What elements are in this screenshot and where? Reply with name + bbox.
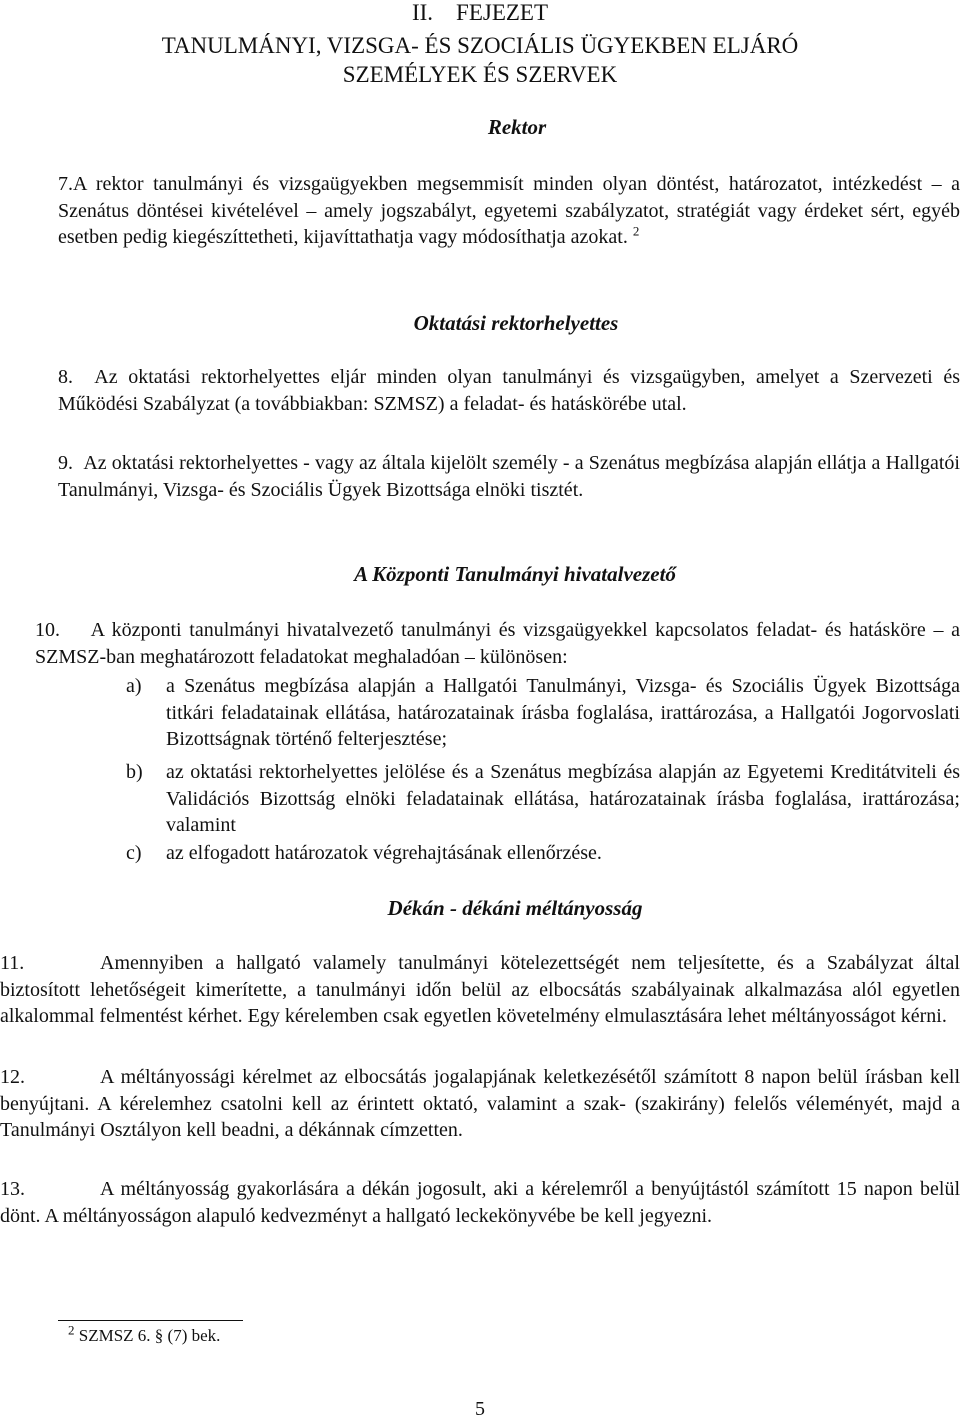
section-title-oktatasi: Oktatási rektorhelyettes <box>413 311 619 335</box>
list-item-a <box>126 673 960 753</box>
paragraph-number: 12. <box>0 1066 25 1088</box>
paragraph-number: 7. <box>58 173 73 195</box>
paragraph-9 <box>58 450 960 503</box>
list-item-text: az elfogadott határozatok végrehajtásának ellenőrzése. <box>166 842 602 864</box>
list-item-c <box>126 840 960 867</box>
chapter-title-line1: TANULMÁNYI, VIZSGA- ÉS SZOCIÁLIS ÜGYEKBEN ELJÁRÓ <box>161 33 799 58</box>
paragraph-10 <box>35 617 960 670</box>
chapter-title-line2: SZEMÉLYEK ÉS SZERVEK <box>342 62 618 87</box>
list-item-b <box>126 759 960 839</box>
paragraph-text: Az oktatási rektorhelyettes eljár minden olyan tanulmányi és vizsgaügyben, amelyet a Szervezeti és Működési Szabályzat (a továbbiakban: SZMSZ) a feladat- és hatáskörébe utal. <box>58 366 960 415</box>
list-item-label: a) <box>126 675 142 697</box>
list-item-text: az oktatási rektorhelyettes jelölése és a Szenátus megbízása alapján az Egyetemi Kreditátviteli és Validációs Bizottság elnöki feladatainak ellátása, határozatainak írásba foglalása, irattározása; valamint <box>166 761 960 836</box>
list-item-label: c) <box>126 842 142 864</box>
footnote-text: SZMSZ 6. § (7) bek. <box>78 1326 221 1345</box>
paragraph-number: 8. <box>58 366 73 388</box>
chapter-heading <box>0 0 960 28</box>
paragraph-number: 9. <box>58 452 73 474</box>
list-item-label: b) <box>126 761 143 783</box>
paragraph-7 <box>58 171 960 251</box>
footnote <box>68 1322 221 1346</box>
paragraph-number: 10. <box>35 619 60 641</box>
chapter-word: FEJEZET <box>456 0 549 25</box>
paragraph-12 <box>0 1064 960 1144</box>
paragraph-number: 11. <box>0 952 25 974</box>
paragraph-text: Az oktatási rektorhelyettes - vagy az általa kijelölt személy - a Szenátus megbízása alapján ellátja a Hallgatói Tanulmányi, Vizsga- és Szociális Ügyek Bizottsága elnöki tisztét. <box>58 452 960 501</box>
list-item-text: a Szenátus megbízása alapján a Hallgatói Tanulmányi, Vizsga- és Szociális Ügyek Bizottsága titkári feladatainak ellátása, határozatainak írásba foglalása, irattározása, a Hallgatói Jogorvoslati Bizottságnak történő felterjesztése; <box>166 675 960 750</box>
footnote-reference: 2 <box>632 223 640 239</box>
section-title-rektor: Rektor <box>487 115 547 139</box>
paragraph-text: A rektor tanulmányi és vizsgaügyekben megsemmisít minden olyan döntést, határozatot, intézkedést – a Szenátus döntései kivételével – amely jogszabályt, egyetemi szabályzatot, stratégiát vagy érdeket sért, egyéb esetben pedig kiegészíttetheti, kijavíttathatja vagy módosíthatja azokat. <box>58 173 960 248</box>
footnote-separator <box>58 1320 243 1321</box>
paragraph-8 <box>58 364 960 417</box>
paragraph-text: A központi tanulmányi hivatalvezető tanulmányi és vizsgaügyekkel kapcsolatos feladat- és hatásköre – a SZMSZ-ban meghatározott feladatokat meghaladóan – különösen: <box>35 619 960 668</box>
paragraph-text: Amennyiben a hallgató valamely tanulmányi kötelezettségét nem teljesítette, és a Szabályzat által biztosított lehetőségeit kimerítette, a tanulmányi időn belül az elbocsátás szabályainak alkalmazása alól egyetlen alkalommal felmentést kérhet. Egy kérelemben csak egyetlen követelmény elmulasztására lehet méltányosságot kérni. <box>0 952 960 1027</box>
paragraph-number: 13. <box>0 1178 25 1200</box>
section-title-dekan: Dékán - dékáni méltányosság <box>387 896 643 920</box>
paragraph-13 <box>0 1176 960 1229</box>
section-title-hivatalvezeto: A Központi Tanulmányi hivatalvezető <box>354 562 676 586</box>
paragraph-text: A méltányossági kérelmet az elbocsátás jogalapjának keletkezésétől számított 8 napon belül írásban kell benyújtani. A kérelemhez csatolni kell az érintett oktató, valamint a szak- (szakirány) felelős véleményét, majd a Tanulmányi Osztályon kell beadni, a dékánnak címzetten. <box>0 1066 960 1141</box>
paragraph-text: A méltányosság gyakorlására a dékán jogosult, aki a kérelemről a benyújtástól számított 15 napon belül dönt. A méltányosságon alapuló kedvezményt a hallgató leckekönyvébe be kell jegyezni. <box>0 1178 960 1227</box>
paragraph-11 <box>0 950 960 1030</box>
footnote-mark: 2 <box>68 1322 75 1338</box>
chapter-number: II. <box>411 0 434 25</box>
page-number: 5 <box>475 1398 485 1420</box>
